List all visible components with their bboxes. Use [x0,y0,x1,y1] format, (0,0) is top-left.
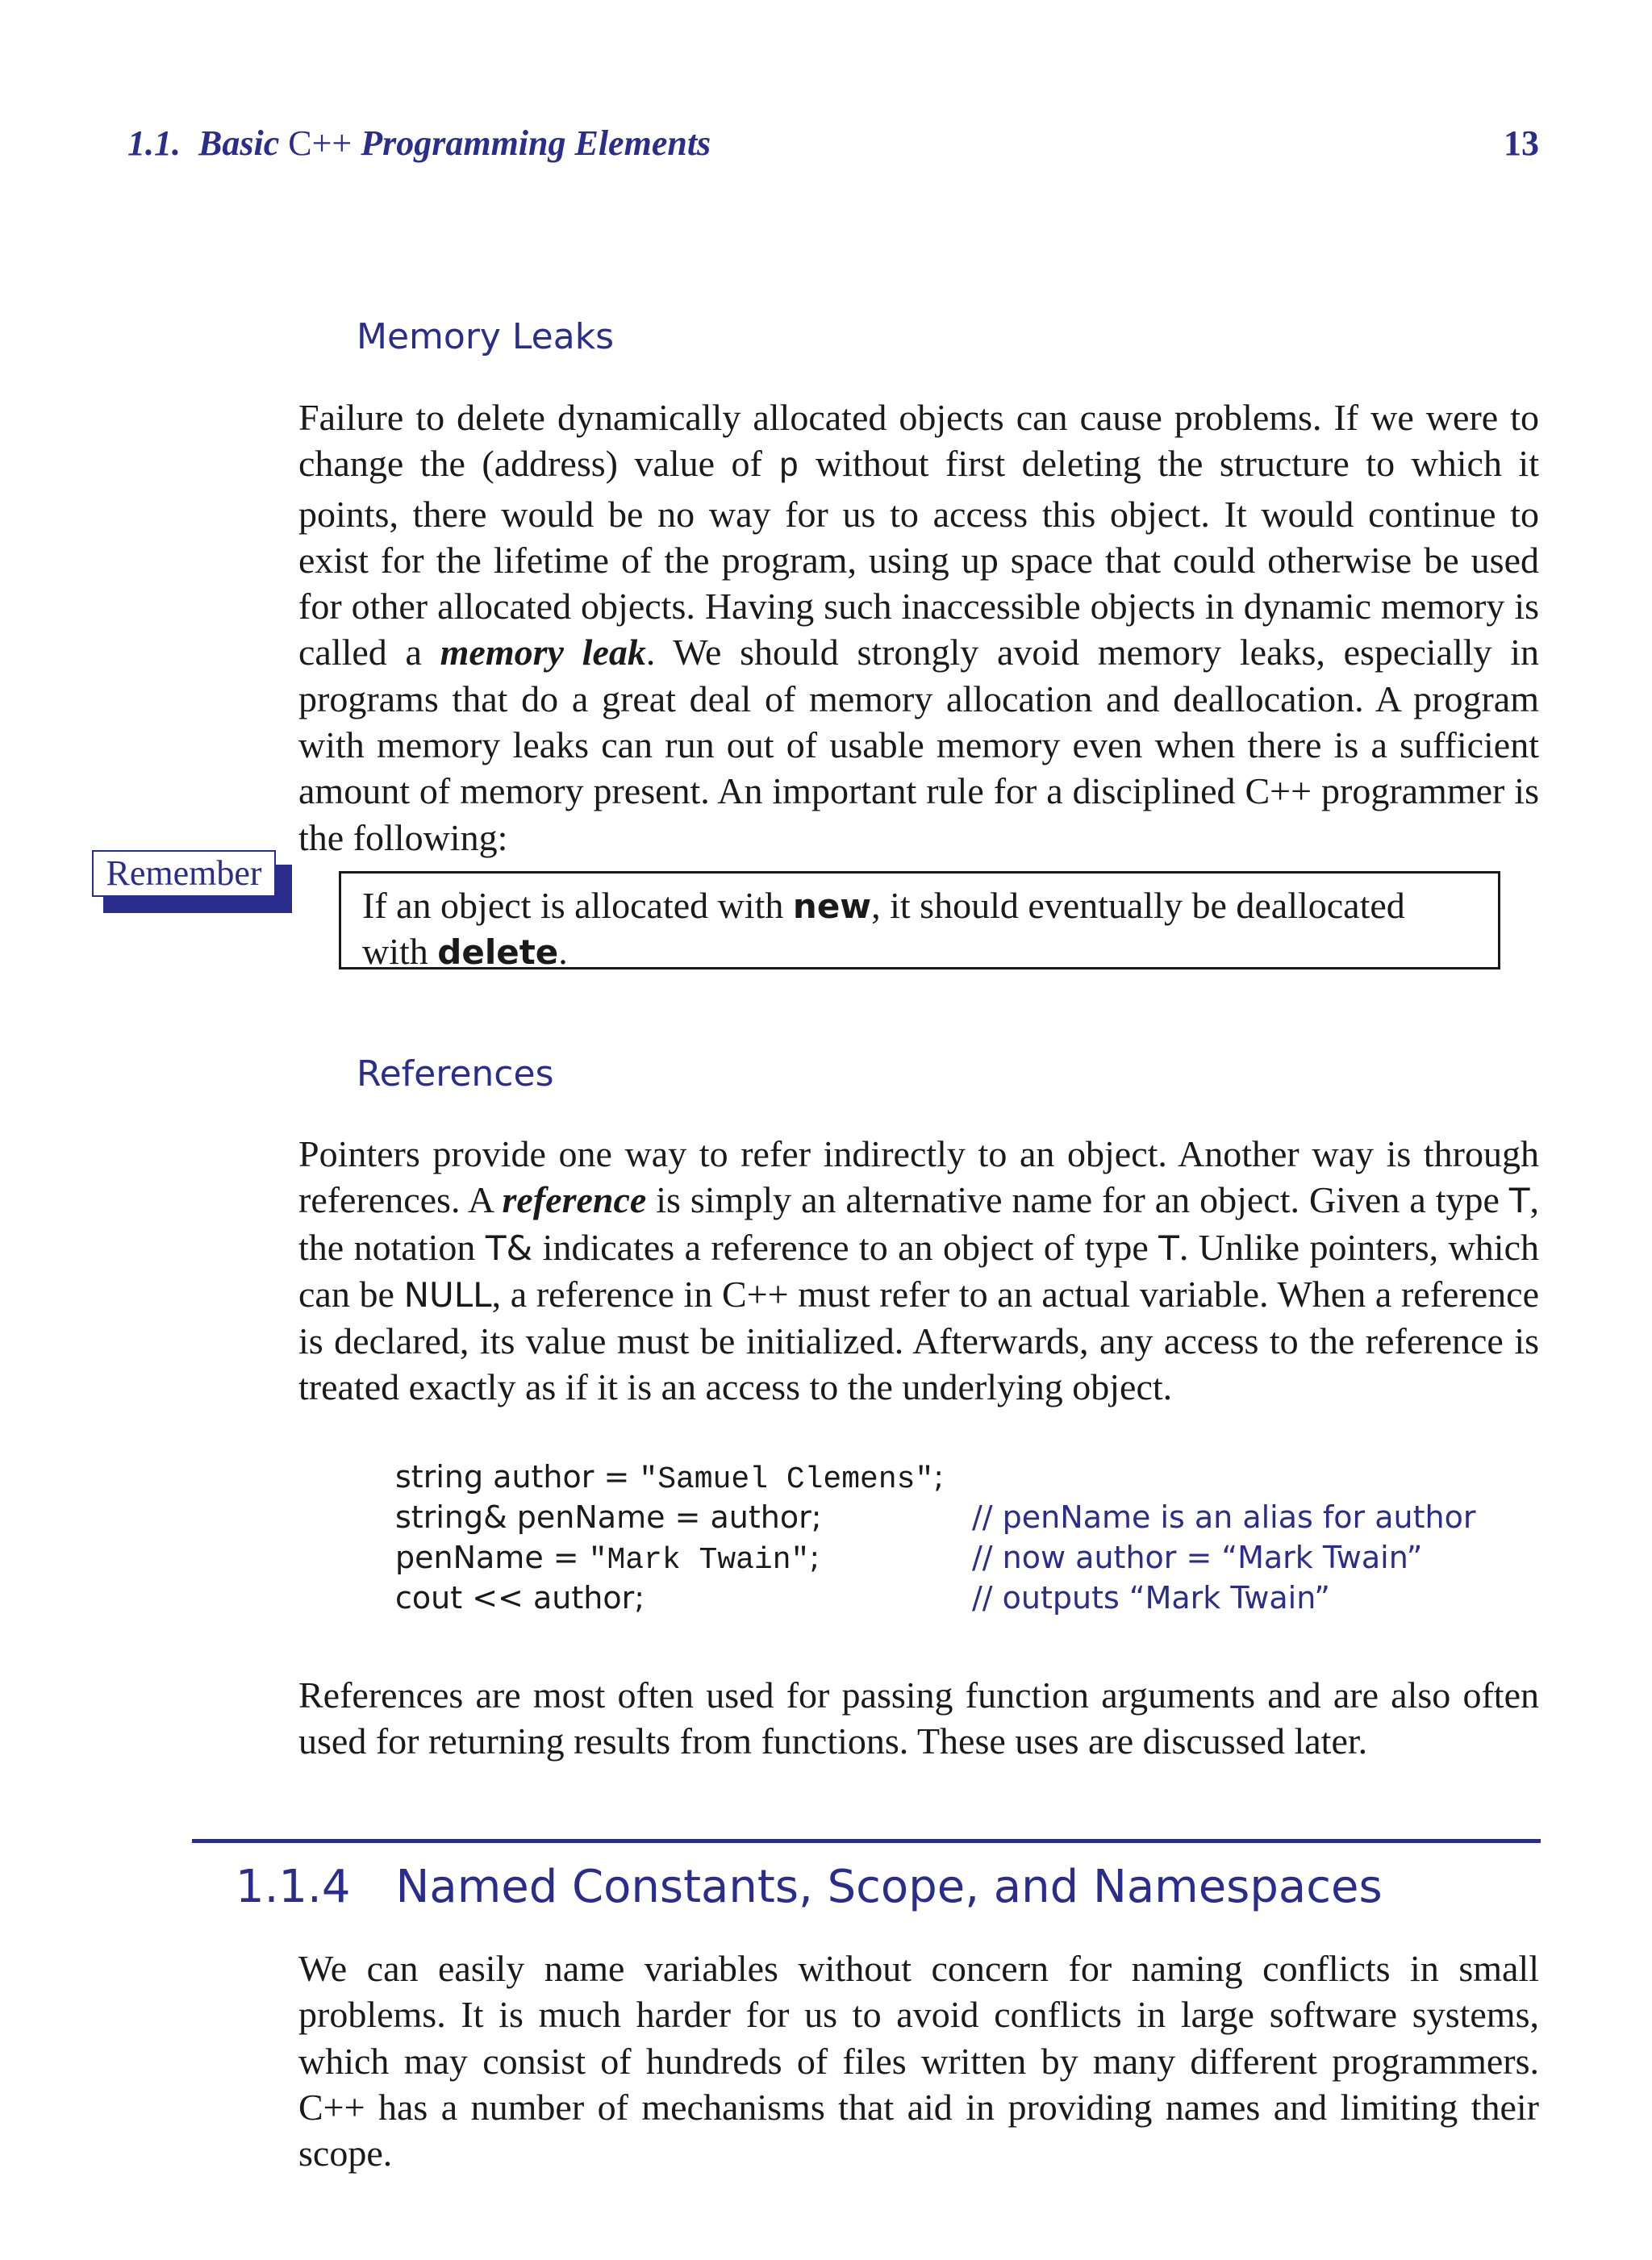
code-inline: p [778,448,799,487]
keyword-delete: delete [437,932,559,972]
remember-rule-box [339,871,1500,972]
text-run: , a reference in C++ must refer to an actual variable. When a reference is declared, its value must be initialized. Afterwards, any access to the reference is treated exactly as if it is an access to the underlying object. [298,1273,1539,1408]
term-reference: reference [502,1179,647,1221]
code-text: string& penName = author; [395,1499,822,1535]
text-run: is simply an alternative name for an object. Given a type [646,1179,1509,1221]
remember-tag: Remember [92,850,276,897]
text-run: indicates a reference to an object of type [532,1226,1159,1268]
text-run: If an object is allocated with [362,885,793,926]
section-title: Named Constants, Scope, and Namespaces [395,1861,1383,1913]
text-run: , the notation [298,1179,1540,1268]
code-inline: T [1508,1181,1530,1221]
code-text: ; [933,1459,945,1495]
code-inline: T [1158,1228,1179,1268]
page-number: 13 [1504,123,1539,163]
references-usage-paragraph: References are most often used for passing function arguments and are also often used for returning results from functions. These uses are discussed later. [298,1674,1539,1762]
code-comment-4: // outputs “Mark Twain” [972,1580,1330,1616]
section-number: 1.1.4 [236,1861,351,1913]
text-run: . [558,931,568,972]
header-title-post: Programming Elements [361,123,711,163]
code-line-1 [395,1457,944,1497]
section-heading [236,1855,1383,1920]
header-title-pre: Basic [198,123,280,163]
code-line-2 [395,1497,822,1537]
code-text: string author = [395,1459,640,1495]
section-divider [192,1839,1541,1843]
term-memory-leak: memory leak [440,632,646,673]
text-run: without first deleting the structure to which it points, there would be no way for us to access this object. It would continue to exist for the lifetime of the program, using up space that could otherwise be used for other allocated objects. Having such inaccessible objects in dynamic memory is called a [298,443,1539,673]
code-comment-3: // now author = “Mark Twain” [972,1540,1423,1575]
text-run: , it should eventually be deallocated with [362,885,1405,972]
header-section-ref: 1.1. [127,123,181,163]
code-string: "Samuel Clemens" [639,1462,934,1497]
header-title-cpp: C++ [288,123,353,163]
code-comment-2: // penName is an alias for author [972,1499,1476,1535]
code-line-3 [395,1537,820,1578]
references-heading: References [357,1053,554,1095]
section-paragraph: We can easily name variables without concern for naming conflicts in small problems. It is much harder for us to avoid conflicts in large software systems, which may consist of hundreds of files written by many different programmers. C++ has a number of mechanisms that aid in providing names and limiting their scope. [298,1948,1539,2175]
text-run: Pointers provide one way to refer indirectly to an object. Another way is through references. A [298,1133,1539,1221]
code-string: "Mark Twain" [588,1543,810,1578]
text-run: Failure to delete dynamically allocated objects can cause problems. If we were to change the (address) value of [298,397,1539,485]
memory-leaks-heading: Memory Leaks [357,316,615,357]
memory-leaks-paragraph [298,394,1539,861]
keyword-new: new [792,886,872,926]
code-inline: T& [485,1228,533,1268]
code-line-4 [395,1578,645,1618]
code-text: ; [809,1540,820,1575]
running-header [127,119,1539,168]
code-text: penName = [395,1540,589,1575]
text-run: . Unlike pointers, which can be [298,1226,1539,1315]
text-run: . We should strongly avoid memory leaks, especially in programs that do a great deal of memory allocation and deallocation. A program with memory leaks can run out of usable memory even when there is a sufficient amount of memory present. An important rule for a disciplined C++ programmer is the following: [298,632,1539,858]
code-text: cout << author; [395,1580,645,1616]
references-paragraph [298,1131,1539,1411]
code-inline: NULL [403,1274,492,1315]
